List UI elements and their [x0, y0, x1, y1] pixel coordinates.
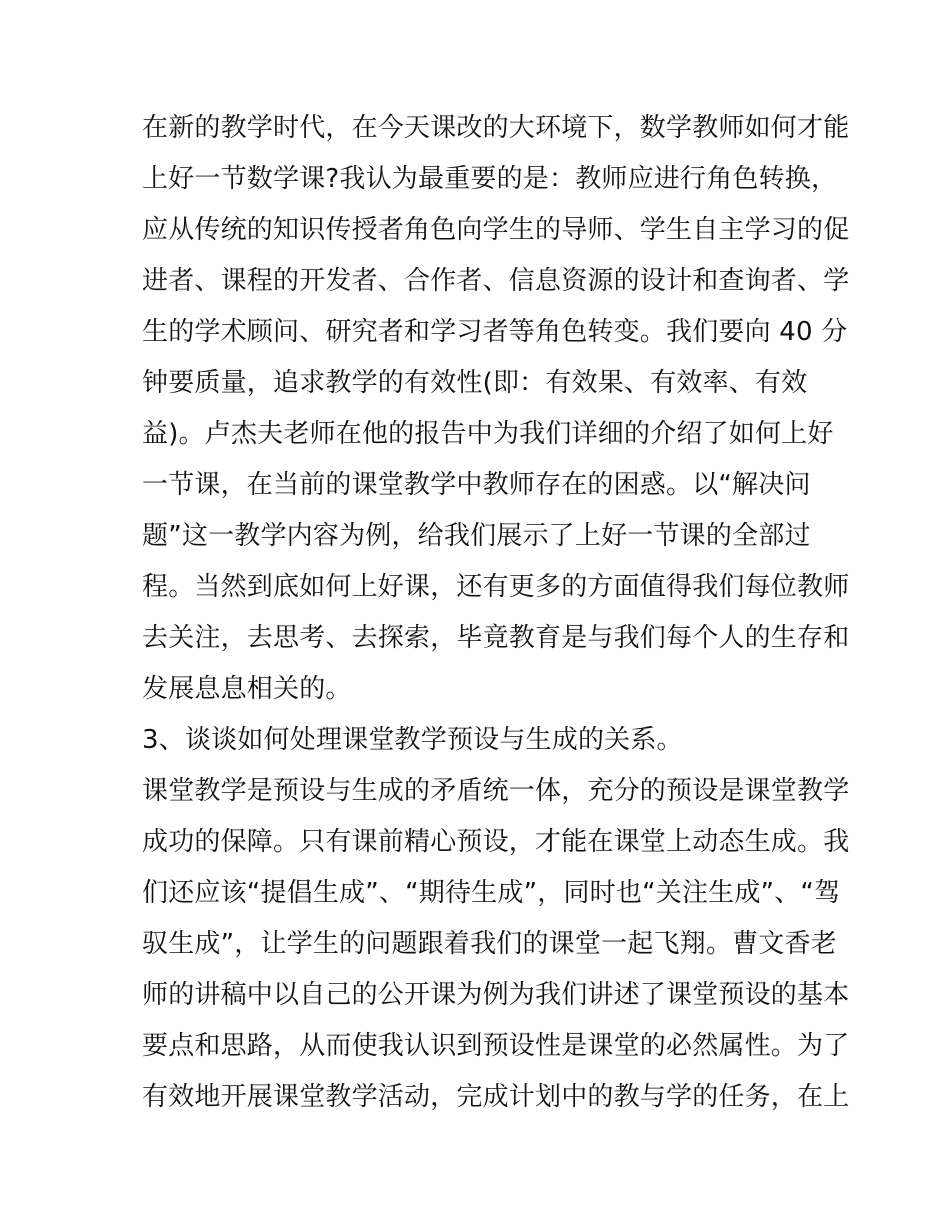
text-line: 去关注，去思考、去探索，毕竟教育是与我们每个人的生存和: [142, 623, 850, 653]
text-line: 课堂教学是预设与生成的矛盾统一体，充分的预设是课堂教学: [142, 776, 850, 806]
text-line: 师的讲稿中以自己的公开课为例为我们讲述了课堂预设的基本: [142, 980, 850, 1010]
text-line: 们还应该“提倡生成”、“期待生成”，同时也“关注生成”、“驾: [142, 878, 841, 908]
text-line: 发展息息相关的。: [142, 674, 352, 704]
text-line: 成功的保障。只有课前精心预设，才能在课堂上动态生成。我: [142, 827, 850, 857]
text-line: 应从传统的知识传授者角色向学生的导师、学生自主学习的促: [142, 215, 850, 245]
text-line: 要点和思路，从而使我认识到预设性是课堂的必然属性。为了: [142, 1031, 850, 1061]
text-line: 有效地开展课堂教学活动，完成计划中的教与学的任务，在上: [142, 1082, 850, 1112]
text-line: 一节课，在当前的课堂教学中教师存在的困惑。以“解决问: [142, 470, 811, 500]
text-line: 益)。卢杰夫老师在他的报告中为我们详细的介绍了如何上好: [142, 419, 834, 449]
section-heading: 3、谈谈如何处理课堂教学预设与生成的关系。: [142, 725, 683, 755]
text-line: 在新的教学时代，在今天课改的大环境下，数学教师如何才能: [142, 113, 850, 143]
body-text: [142, 103, 850, 1123]
text-line: 生的学术顾问、研究者和学习者等角色转变。我们要向 40 分: [142, 317, 848, 347]
text-line: 进者、课程的开发者、合作者、信息资源的设计和查询者、学: [142, 266, 850, 296]
text-line: 驭生成”，让学生的问题跟着我们的课堂一起飞翔。曹文香老: [142, 929, 837, 959]
text-line: 钟要质量，追求教学的有效性(即：有效果、有效率、有效: [142, 368, 808, 398]
text-line: 上好一节数学课?我认为最重要的是：教师应进行角色转换，: [142, 164, 838, 194]
text-line: 程。当然到底如何上好课，还有更多的方面值得我们每位教师: [142, 572, 850, 602]
text-line: 题”这一教学内容为例，给我们展示了上好一节课的全部过: [142, 521, 811, 551]
